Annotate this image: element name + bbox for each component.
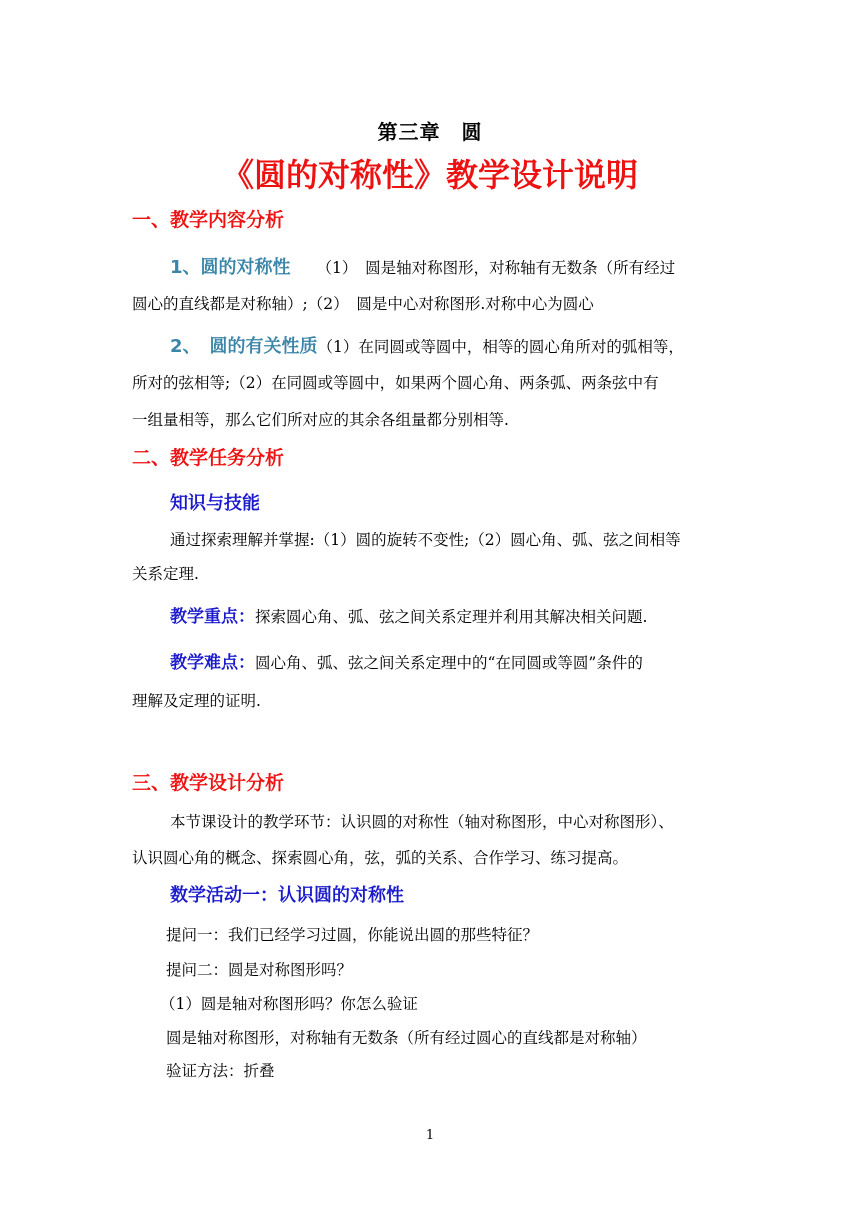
text-line: 圆是轴对称图形，对称轴有无数条（所有经过圆心的直线都是对称轴）	[166, 1029, 647, 1047]
paragraph-properties-line1	[170, 332, 684, 358]
paragraph-knowledge-line1: 通过探索理解并掌握:（1）圆的旋转不变性;（2）圆心角、弧、弦之间相等	[170, 531, 681, 549]
section-heading-content-analysis: 一、教学内容分析	[132, 209, 285, 231]
label-circle-symmetry: 1、圆的对称性	[170, 257, 291, 278]
text-line: 提问二：圆是对称图形吗？	[166, 961, 353, 979]
subheading-knowledge-skills: 知识与技能	[170, 493, 260, 514]
text-key-point: 探索圆心角、弧、弦之间关系定理并利用其解决相关问题.	[255, 608, 648, 626]
page-title: 《圆的对称性》教学设计说明	[221, 156, 638, 194]
paragraph-difficulty-line2: 理解及定理的证明.	[132, 692, 261, 710]
section-heading-design-analysis: 三、教学设计分析	[132, 772, 285, 794]
chapter-title: 第三章 圆	[377, 120, 483, 144]
page-number: 1	[425, 1128, 435, 1143]
paragraph-design-line1: 本节课设计的教学环节：认识圆的对称性（轴对称图形，中心对称图形）、	[170, 813, 674, 831]
label-key-point: 教学重点：	[170, 607, 255, 627]
paragraph-difficulty-line1	[170, 648, 643, 673]
text-line: 验证方法：折叠	[166, 1062, 275, 1080]
section-heading-task-analysis: 二、教学任务分析	[132, 447, 285, 469]
text-symmetry-a: （1） 圆是轴对称图形，对称轴有无数条（所有经过	[316, 259, 676, 277]
paragraph-design-line2: 认识圆心角的概念、探索圆心角，弦，弧的关系、合作学习、练习提高。	[132, 849, 629, 867]
paragraph-symmetry-line2: 圆心的直线都是对称轴）;（2） 圆是中心对称图形.对称中心为圆心	[132, 295, 594, 313]
paragraph-properties-line3: 一组量相等，那么它们所对应的其余各组量都分别相等.	[132, 411, 509, 429]
label-difficulty: 教学难点：	[170, 653, 255, 673]
text-properties-a: （1）在同圆或等圆中，相等的圆心角所对的弧相等，	[317, 338, 684, 356]
paragraph-key-point	[170, 602, 647, 627]
paragraph-properties-line2: 所对的弦相等;（2）在同圆或等圆中，如果两个圆心角、两条弧、两条弦中有	[132, 374, 659, 392]
text-line: 提问一：我们已经学习过圆，你能说出圆的那些特征？	[166, 926, 539, 944]
paragraph-symmetry-line1	[170, 253, 675, 279]
paragraph-knowledge-line2: 关系定理.	[132, 565, 199, 583]
text-difficulty-a: 圆心角、弧、弦之间关系定理中的“在同圆或等圆”条件的	[255, 654, 643, 672]
subheading-activity-one: 数学活动一：认识圆的对称性	[170, 885, 404, 906]
label-circle-properties: 2、 圆的有关性质	[170, 336, 318, 357]
text-line: （1）圆是轴对称图形吗？你怎么验证	[160, 995, 418, 1013]
